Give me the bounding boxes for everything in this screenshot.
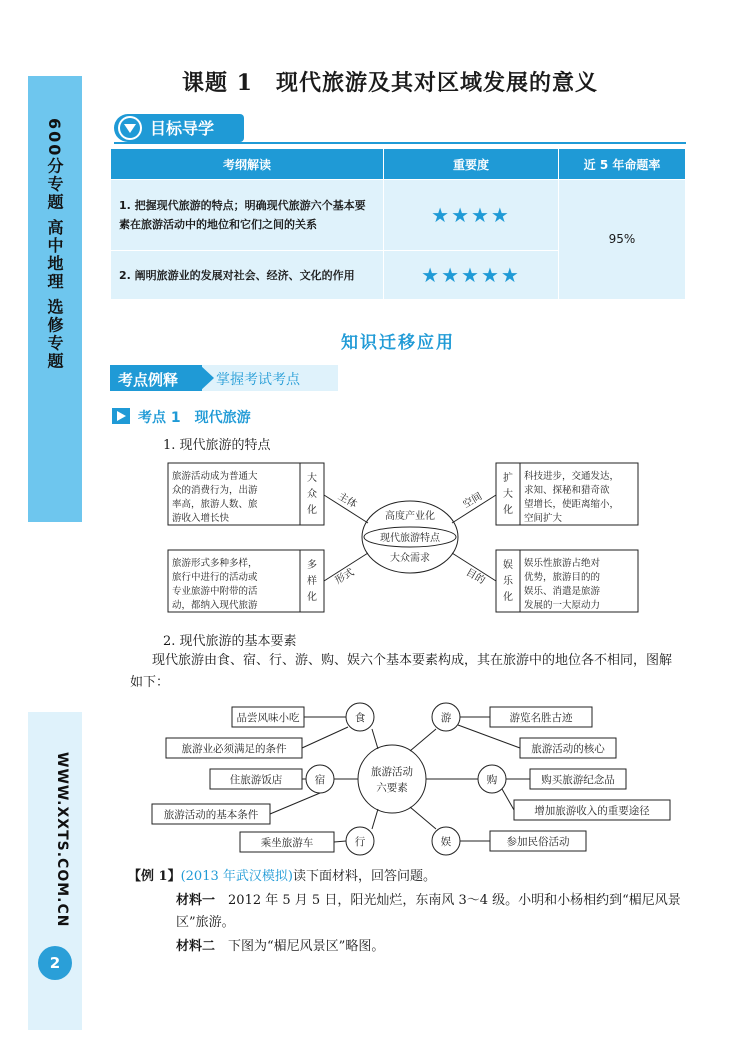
feature-text: 空间扩大: [524, 513, 563, 524]
material-one-text: 2012 年 5 月 5 日，阳光灿烂，东南风 3～4 级。小明和小杨相约到“楣尼风景: [228, 893, 681, 908]
feature-tag: 化: [503, 592, 513, 603]
center-bottom: 大众需求: [390, 553, 430, 564]
sidebar-panel-cap: [28, 76, 82, 106]
goal-table: [110, 148, 686, 300]
center-label: 六要素: [376, 782, 408, 794]
features-heading: 1. 现代旅游的特点: [163, 438, 271, 453]
feature-text: 科技进步，交通发达，: [524, 471, 620, 482]
feature-text: 游收入增长快: [172, 513, 230, 524]
sidebar-series-title: 600分专题 高中地理 选修专题: [45, 118, 64, 371]
node-yu: 娱: [440, 836, 452, 848]
goal-underline: [114, 142, 686, 144]
feature-tag: 扩: [503, 473, 513, 484]
node-you: 游: [440, 712, 452, 724]
feature-text: 娱乐、消遣是旅游: [524, 586, 601, 597]
exam-rate: 95%: [559, 180, 686, 300]
feature-text: 旅游形式多种多样，: [172, 558, 258, 569]
feature-text: 发展的一大原动力: [524, 600, 601, 611]
elements-paragraph-cont: 如下：: [130, 675, 170, 690]
center-mid: 现代旅游特点: [380, 533, 440, 544]
spoke-label: 目的: [463, 567, 487, 587]
feature-tag: 乐: [503, 576, 513, 587]
spoke-label: 空间: [461, 491, 485, 511]
feature-tag: 多: [307, 560, 317, 571]
material-two-label: 材料二: [176, 939, 216, 954]
feature-text: 旅行中进行的活动或: [172, 572, 258, 583]
table-header-row: [111, 149, 686, 180]
material-one: [176, 890, 696, 912]
feature-text: 率高，旅游人数、旅: [172, 499, 258, 510]
feature-tag: 化: [503, 505, 513, 516]
section-heading: 知识迁移应用: [341, 333, 455, 353]
elements-diagram: [140, 695, 700, 865]
goal-text: 2. 阐明旅游业的发展对社会、经济、文化的作用: [111, 251, 384, 300]
center-circle: [358, 745, 426, 813]
label-shi: 品尝风味小吃: [236, 712, 300, 724]
spoke-label: 形式: [333, 567, 357, 587]
importance-stars: ★★★★: [384, 180, 559, 251]
feature-tag: 大: [503, 489, 513, 500]
goal-text: 1. 把握现代旅游的特点；明确现代旅游六个基本要素在旅游活动中的地位和它们之间的关系: [111, 180, 384, 251]
play-icon: [112, 408, 130, 424]
example-tab-label: 考点例释: [118, 371, 179, 389]
center-label: 旅游活动: [371, 766, 413, 778]
elements-heading: 2. 现代旅游的基本要素: [163, 634, 297, 649]
example-subtitle: 掌握考试考点: [216, 372, 300, 388]
material-one-cont: 区”旅游。: [176, 915, 235, 930]
node-xing: 行: [354, 836, 366, 848]
label-basic: 旅游活动的基本条件: [163, 809, 259, 821]
lesson-title: 课题 1 现代旅游及其对区域发展的意义: [182, 70, 598, 96]
material-two: [176, 936, 696, 958]
label-xing: 乘坐旅游车: [260, 837, 314, 849]
feature-text: 专业旅游中附带的活: [172, 586, 258, 597]
center-top: 高度产业化: [385, 511, 435, 522]
label-you1: 游览名胜古迹: [509, 712, 573, 724]
node-gou: 购: [486, 774, 498, 786]
feature-tag: 众: [307, 489, 317, 500]
label-yu: 参加民俗活动: [506, 836, 570, 848]
features-diagram: [150, 455, 650, 625]
column-header: 近 5 年命题率: [559, 149, 686, 180]
feature-tag: 化: [307, 505, 317, 516]
table-row: [111, 180, 686, 251]
feature-text: 娱乐性旅游占绝对: [524, 558, 601, 569]
feature-tag: 娱: [503, 560, 513, 571]
example-line: [128, 866, 688, 888]
spoke-label: 主体: [335, 491, 359, 511]
page-number: 2: [38, 946, 72, 980]
feature-text: 望增长，使距离缩小，: [524, 499, 620, 510]
importance-stars: ★★★★★: [384, 251, 559, 300]
column-header: 重要度: [384, 149, 559, 180]
label-need: 旅游业必须满足的条件: [181, 743, 287, 755]
kp-heading: 考点 1 现代旅游: [138, 410, 251, 426]
node-su: 宿: [314, 774, 326, 786]
material-one-label: 材料一: [176, 893, 216, 908]
material-two-text: 下图为“楣尼风景区”略图。: [228, 939, 385, 954]
example-tag: 【例 1】: [128, 869, 181, 884]
sidebar-website-url: WWW.XXTS.COM.CN: [54, 752, 70, 928]
feature-tag: 大: [307, 473, 317, 484]
feature-text: 动，都纳入现代旅游: [172, 600, 258, 611]
feature-text: 众的消费行为，出游: [172, 485, 258, 496]
example-prompt: 读下面材料，回答问题。: [292, 869, 436, 884]
label-you2: 旅游活动的核心: [531, 743, 605, 755]
feature-tag: 化: [307, 592, 317, 603]
column-header: 考纲解读: [111, 149, 384, 180]
label-gou1: 购买旅游纪念品: [541, 774, 615, 786]
goal-heading: 目标导学: [150, 119, 215, 138]
feature-text: 旅游活动成为普通大: [172, 471, 258, 482]
example-source: (2013 年武汉模拟): [180, 869, 293, 884]
feature-text: 优势，旅游目的的: [524, 572, 601, 583]
label-gou2: 增加旅游收入的重要途径: [534, 805, 650, 817]
sidebar-panel-bottom-cap: [28, 712, 82, 752]
down-arrow-icon: [118, 116, 142, 140]
feature-text: 求知、探秘和猎奇欲: [524, 485, 610, 496]
elements-paragraph: 现代旅游由食、宿、行、游、购、娱六个基本要素构成，其在旅游中的地位各不相同，图解: [152, 653, 673, 668]
node-shi: 食: [354, 712, 366, 724]
feature-tag: 样: [307, 576, 317, 587]
label-su: 住旅游饭店: [229, 774, 283, 786]
